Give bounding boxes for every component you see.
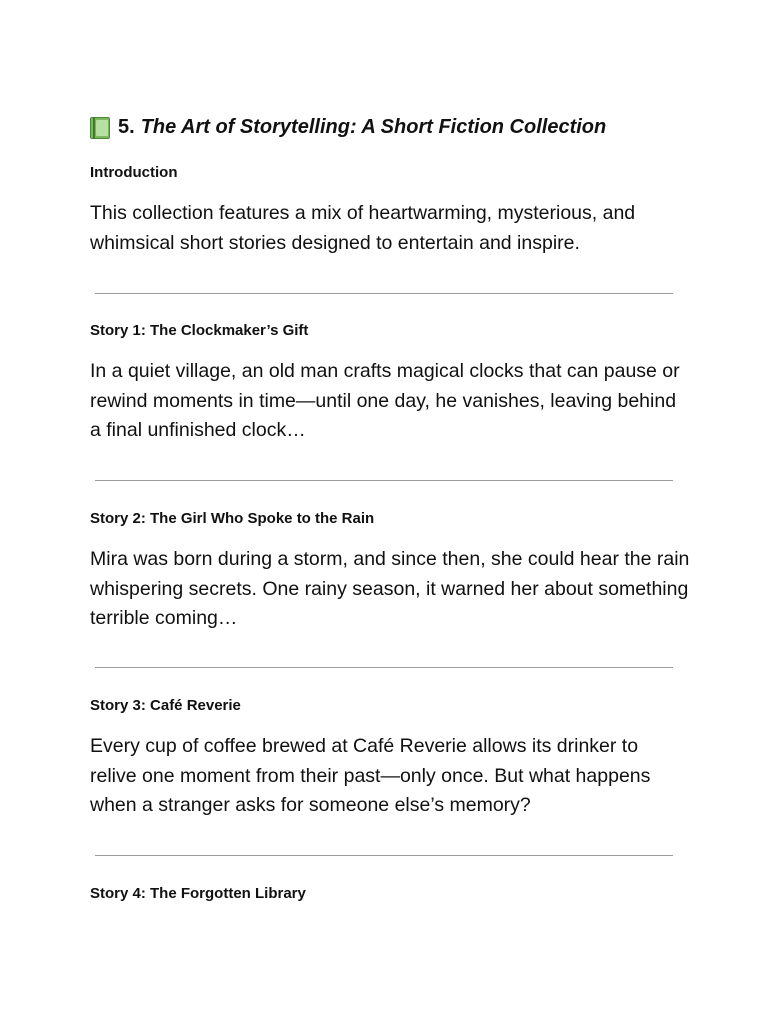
divider [95,480,673,481]
intro-paragraph: This collection features a mix of heartwarming, mysterious, and whimsical short stories designed to entertain and inspire. [90,202,636,254]
story-heading: Story 1: The Clockmaker’s Gift [90,322,309,339]
story-heading: Story 3: Café Reverie [90,697,241,714]
divider [95,855,673,856]
story-heading: Story 4: The Forgotten Library [90,885,306,902]
divider [95,667,673,668]
story-paragraph: Mira was born during a storm, and since then, she could hear the rain whispering secrets. One rainy season, it warned her about something terrible coming… [90,548,690,629]
intro-heading: Introduction [90,164,178,181]
document-title [90,116,606,139]
story-paragraph: Every cup of coffee brewed at Café Reverie allows its drinker to relive one moment from their past—only once. But what happens when a stranger asks for someone else’s memory? [90,735,651,816]
divider [95,293,673,294]
green-book-icon [90,117,110,139]
story-paragraph: In a quiet village, an old man crafts magical clocks that can pause or rewind moments in time—until one day, he vanishes, leaving behind a final unfinished clock… [90,360,680,441]
title-text: The Art of Storytelling: A Short Fiction Collection [140,116,607,138]
title-number: 5. [118,116,135,138]
story-heading: Story 2: The Girl Who Spoke to the Rain [90,510,375,527]
